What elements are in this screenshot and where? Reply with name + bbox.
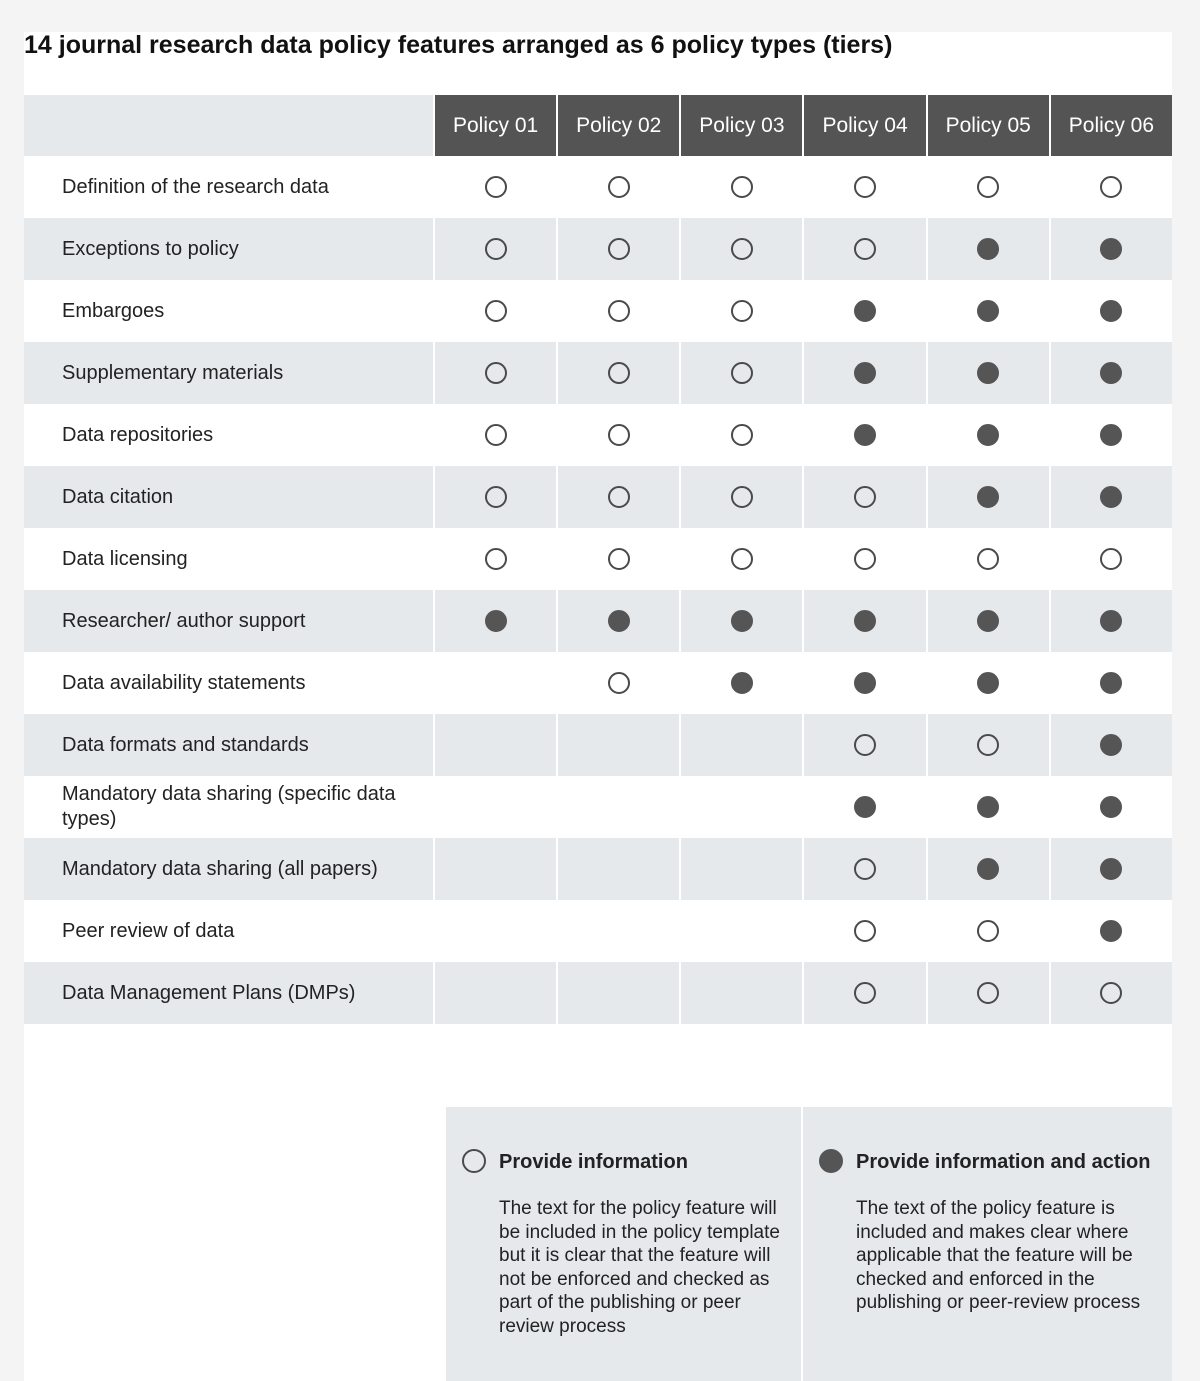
policy-cell-01: [435, 590, 556, 652]
policy-cell-02: [558, 528, 679, 590]
open-circle-icon: [462, 1149, 486, 1173]
policy-cell-01: [435, 714, 556, 776]
open-circle-icon: [854, 858, 876, 880]
policy-cell-06: [1051, 590, 1172, 652]
legend-action-text: The text of the policy feature is included and makes clear where applicable that the feature will be checked and enforced in the publishing or peer-review process: [856, 1198, 1141, 1313]
filled-circle-icon: [854, 672, 876, 694]
policy-cell-05: [928, 714, 1049, 776]
policy-cell-01: [435, 218, 556, 280]
open-circle-icon: [485, 238, 507, 260]
policy-cell-05: [928, 528, 1049, 590]
policy-cell-03: [681, 900, 802, 962]
open-circle-icon: [854, 176, 876, 198]
policy-cell-02: [558, 776, 679, 838]
policy-cell-03: [681, 652, 802, 714]
filled-circle-icon: [977, 424, 999, 446]
policy-cell-03: [681, 342, 802, 404]
policy-cell-04: [804, 900, 925, 962]
column-header-policy-01: Policy 01: [435, 95, 556, 156]
open-circle-icon: [485, 362, 507, 384]
policy-cell-02: [558, 218, 679, 280]
policy-cell-06: [1051, 528, 1172, 590]
open-circle-icon: [977, 982, 999, 1004]
filled-circle-icon: [977, 796, 999, 818]
policy-cell-05: [928, 838, 1049, 900]
open-circle-icon: [731, 486, 753, 508]
feature-label: Data citation: [24, 466, 433, 528]
policy-cell-04: [804, 838, 925, 900]
filled-circle-icon: [854, 362, 876, 384]
open-circle-icon: [485, 424, 507, 446]
open-circle-icon: [485, 300, 507, 322]
policy-cell-02: [558, 280, 679, 342]
policy-cell-06: [1051, 776, 1172, 838]
filled-circle-icon: [1100, 796, 1122, 818]
policy-cell-01: [435, 342, 556, 404]
policy-cell-04: [804, 404, 925, 466]
policy-cell-06: [1051, 218, 1172, 280]
policy-cell-05: [928, 900, 1049, 962]
filled-circle-icon: [1100, 424, 1122, 446]
open-circle-icon: [608, 176, 630, 198]
figure: [24, 32, 1172, 1381]
legend-action: [803, 1107, 1172, 1381]
open-circle-icon: [485, 486, 507, 508]
policy-cell-05: [928, 404, 1049, 466]
policy-cell-04: [804, 962, 925, 1024]
policy-cell-03: [681, 466, 802, 528]
policy-cell-06: [1051, 838, 1172, 900]
policy-cell-06: [1051, 900, 1172, 962]
policy-cell-03: [681, 280, 802, 342]
filled-circle-icon: [1100, 238, 1122, 260]
column-header-policy-03: Policy 03: [681, 95, 802, 156]
filled-circle-icon: [977, 858, 999, 880]
policy-cell-01: [435, 776, 556, 838]
policy-cell-01: [435, 900, 556, 962]
policy-cell-02: [558, 404, 679, 466]
policy-cell-04: [804, 280, 925, 342]
policy-cell-05: [928, 652, 1049, 714]
policy-cell-05: [928, 590, 1049, 652]
policy-cell-01: [435, 962, 556, 1024]
policy-cell-03: [681, 156, 802, 218]
policy-cell-06: [1051, 280, 1172, 342]
policy-cell-04: [804, 590, 925, 652]
policy-cell-04: [804, 156, 925, 218]
policy-cell-01: [435, 404, 556, 466]
policy-cell-05: [928, 218, 1049, 280]
feature-label: Peer review of data: [24, 900, 433, 962]
policy-cell-03: [681, 528, 802, 590]
open-circle-icon: [731, 300, 753, 322]
filled-circle-icon: [1100, 486, 1122, 508]
figure-title: 14 journal research data policy features arranged as 6 policy types (tiers): [24, 31, 893, 59]
policy-cell-02: [558, 342, 679, 404]
legend-action-title: Provide information and action: [856, 1151, 1151, 1173]
open-circle-icon: [854, 548, 876, 570]
filled-circle-icon: [1100, 858, 1122, 880]
policy-cell-06: [1051, 714, 1172, 776]
legend-info-text: The text for the policy feature will be included in the policy template but it is clear that the feature will not be enforced and checked as part of the publishing or peer review process: [499, 1198, 780, 1337]
open-circle-icon: [854, 238, 876, 260]
column-header-policy-04: Policy 04: [804, 95, 925, 156]
feature-label: Definition of the research data: [24, 156, 433, 218]
feature-label: Embargoes: [24, 280, 433, 342]
open-circle-icon: [608, 672, 630, 694]
feature-label: Data availability statements: [24, 652, 433, 714]
policy-cell-02: [558, 156, 679, 218]
feature-label: Researcher/ author support: [24, 590, 433, 652]
filled-circle-icon: [854, 610, 876, 632]
open-circle-icon: [608, 486, 630, 508]
filled-circle-icon: [819, 1149, 843, 1173]
policy-cell-02: [558, 714, 679, 776]
feature-label: Data repositories: [24, 404, 433, 466]
filled-circle-icon: [485, 610, 507, 632]
filled-circle-icon: [854, 796, 876, 818]
open-circle-icon: [1100, 982, 1122, 1004]
policy-cell-01: [435, 652, 556, 714]
policy-cell-01: [435, 156, 556, 218]
filled-circle-icon: [977, 238, 999, 260]
open-circle-icon: [485, 176, 507, 198]
open-circle-icon: [731, 424, 753, 446]
policy-cell-06: [1051, 466, 1172, 528]
legend: [446, 1107, 1172, 1381]
policy-cell-06: [1051, 342, 1172, 404]
policy-cell-04: [804, 714, 925, 776]
open-circle-icon: [854, 920, 876, 942]
filled-circle-icon: [1100, 920, 1122, 942]
feature-label: Data formats and standards: [24, 714, 433, 776]
filled-circle-icon: [977, 672, 999, 694]
open-circle-icon: [1100, 176, 1122, 198]
policy-cell-02: [558, 900, 679, 962]
open-circle-icon: [1100, 548, 1122, 570]
policy-cell-02: [558, 590, 679, 652]
filled-circle-icon: [1100, 362, 1122, 384]
filled-circle-icon: [731, 672, 753, 694]
policy-cell-05: [928, 962, 1049, 1024]
open-circle-icon: [731, 362, 753, 384]
policy-cell-04: [804, 528, 925, 590]
policy-cell-03: [681, 838, 802, 900]
feature-label: Mandatory data sharing (all papers): [24, 838, 433, 900]
policy-cell-04: [804, 342, 925, 404]
policy-cell-06: [1051, 156, 1172, 218]
open-circle-icon: [608, 548, 630, 570]
policy-cell-01: [435, 280, 556, 342]
open-circle-icon: [977, 734, 999, 756]
column-header-policy-06: Policy 06: [1051, 95, 1172, 156]
open-circle-icon: [608, 424, 630, 446]
open-circle-icon: [731, 238, 753, 260]
policy-cell-02: [558, 962, 679, 1024]
feature-label: Exceptions to policy: [24, 218, 433, 280]
policy-cell-05: [928, 280, 1049, 342]
policy-cell-06: [1051, 962, 1172, 1024]
legend-info: [446, 1107, 801, 1381]
legend-info-title: Provide information: [499, 1151, 688, 1173]
filled-circle-icon: [1100, 610, 1122, 632]
filled-circle-icon: [977, 362, 999, 384]
filled-circle-icon: [977, 300, 999, 322]
policy-cell-04: [804, 776, 925, 838]
filled-circle-icon: [977, 610, 999, 632]
open-circle-icon: [977, 548, 999, 570]
open-circle-icon: [854, 982, 876, 1004]
policy-cell-05: [928, 466, 1049, 528]
open-circle-icon: [485, 548, 507, 570]
feature-label: Data Management Plans (DMPs): [24, 962, 433, 1024]
policy-cell-02: [558, 466, 679, 528]
open-circle-icon: [977, 176, 999, 198]
open-circle-icon: [854, 486, 876, 508]
feature-label: Supplementary materials: [24, 342, 433, 404]
policy-cell-05: [928, 776, 1049, 838]
policy-cell-01: [435, 838, 556, 900]
column-header-policy-05: Policy 05: [928, 95, 1049, 156]
open-circle-icon: [731, 176, 753, 198]
policy-cell-03: [681, 714, 802, 776]
open-circle-icon: [977, 920, 999, 942]
policy-cell-04: [804, 466, 925, 528]
policy-cell-02: [558, 652, 679, 714]
filled-circle-icon: [1100, 300, 1122, 322]
filled-circle-icon: [977, 486, 999, 508]
policy-cell-05: [928, 156, 1049, 218]
filled-circle-icon: [608, 610, 630, 632]
policy-cell-01: [435, 466, 556, 528]
policy-feature-table: [24, 95, 1172, 1024]
policy-cell-03: [681, 404, 802, 466]
column-header-policy-02: Policy 02: [558, 95, 679, 156]
policy-cell-04: [804, 652, 925, 714]
filled-circle-icon: [731, 610, 753, 632]
policy-cell-03: [681, 962, 802, 1024]
open-circle-icon: [854, 734, 876, 756]
policy-cell-03: [681, 590, 802, 652]
policy-cell-05: [928, 342, 1049, 404]
policy-cell-06: [1051, 404, 1172, 466]
filled-circle-icon: [854, 424, 876, 446]
open-circle-icon: [608, 362, 630, 384]
filled-circle-icon: [1100, 672, 1122, 694]
open-circle-icon: [608, 300, 630, 322]
policy-cell-03: [681, 218, 802, 280]
open-circle-icon: [608, 238, 630, 260]
policy-cell-03: [681, 776, 802, 838]
feature-label: Data licensing: [24, 528, 433, 590]
policy-cell-06: [1051, 652, 1172, 714]
open-circle-icon: [731, 548, 753, 570]
feature-label: Mandatory data sharing (specific data types): [24, 776, 433, 838]
policy-cell-04: [804, 218, 925, 280]
filled-circle-icon: [854, 300, 876, 322]
policy-cell-01: [435, 528, 556, 590]
table-corner: [24, 95, 433, 156]
policy-cell-02: [558, 838, 679, 900]
filled-circle-icon: [1100, 734, 1122, 756]
